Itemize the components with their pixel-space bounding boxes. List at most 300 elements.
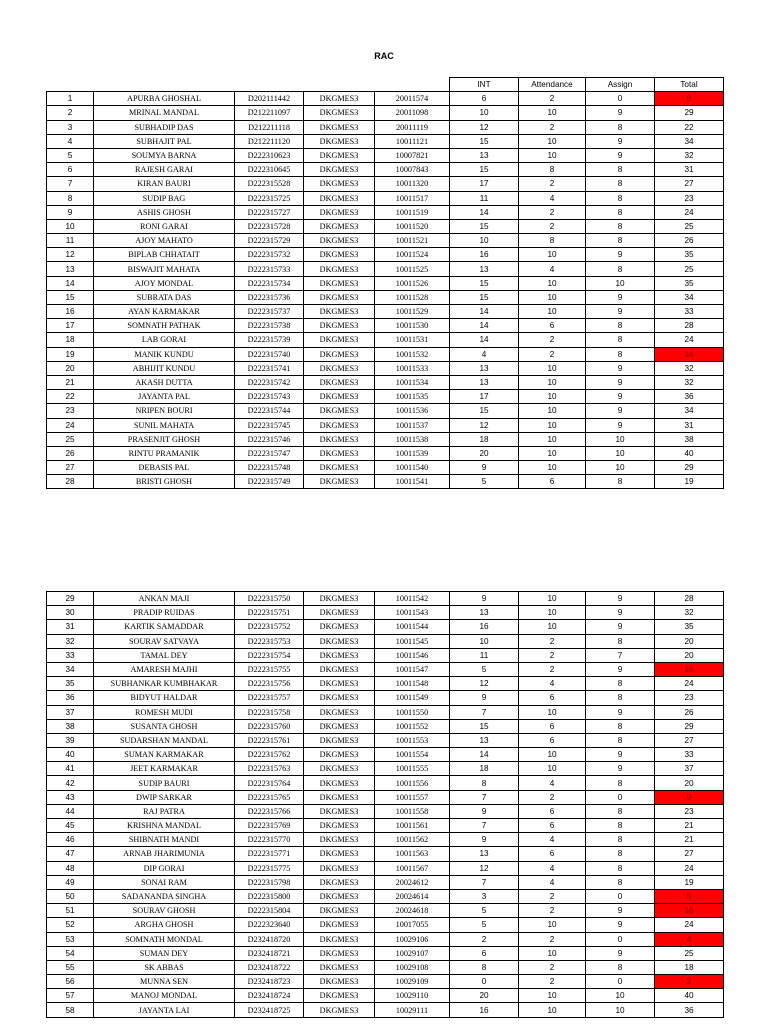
roll-no-cell: 10011519 (375, 205, 450, 219)
int-marks-cell: 15 (450, 719, 519, 733)
course-code-cell: DKGMES3 (304, 390, 375, 404)
student-name-cell: BIPLAB CHHATAIT (94, 248, 235, 262)
serial-no-cell: 7 (47, 177, 94, 191)
attendance-marks-cell: 6 (519, 319, 586, 333)
registration-no-cell: D222315757 (235, 691, 304, 705)
registration-no-cell: D222315744 (235, 404, 304, 418)
table-row (47, 333, 724, 347)
serial-no-cell: 6 (47, 163, 94, 177)
int-marks-cell: 7 (450, 790, 519, 804)
attendance-marks-cell: 4 (519, 833, 586, 847)
attendance-marks-cell: 4 (519, 262, 586, 276)
roll-no-cell: 10011517 (375, 191, 450, 205)
table-row (47, 177, 724, 191)
assign-marks-cell: 9 (586, 418, 655, 432)
course-code-cell: DKGMES3 (304, 592, 375, 606)
total-marks-cell: 18 (655, 960, 724, 974)
serial-no-cell: 23 (47, 404, 94, 418)
table-row (47, 904, 724, 918)
total-marks-cell: 34 (655, 404, 724, 418)
serial-no-cell: 47 (47, 847, 94, 861)
header-int: INT (450, 78, 519, 92)
registration-no-cell: D222315775 (235, 861, 304, 875)
serial-no-cell: 15 (47, 290, 94, 304)
student-name-cell: SUNIL MAHATA (94, 418, 235, 432)
registration-no-cell: D222315749 (235, 475, 304, 489)
course-code-cell: DKGMES3 (304, 719, 375, 733)
attendance-marks-cell: 10 (519, 432, 586, 446)
serial-no-cell: 53 (47, 932, 94, 946)
registration-no-cell: D222315742 (235, 375, 304, 389)
serial-no-cell: 16 (47, 305, 94, 319)
registration-no-cell: D222315733 (235, 262, 304, 276)
registration-no-cell: D222315738 (235, 319, 304, 333)
table-row (47, 163, 724, 177)
student-name-cell: JAYANTA LAI (94, 1003, 235, 1017)
student-name-cell: KARTIK SAMADDAR (94, 620, 235, 634)
serial-no-cell: 57 (47, 989, 94, 1003)
total-marks-cell: 21 (655, 833, 724, 847)
course-code-cell: DKGMES3 (304, 333, 375, 347)
assign-marks-cell: 9 (586, 148, 655, 162)
total-marks-cell: 29 (655, 461, 724, 475)
student-name-cell: RAJESH GARAI (94, 163, 235, 177)
assign-marks-cell: 9 (586, 290, 655, 304)
total-marks-cell: 38 (655, 432, 724, 446)
assign-marks-cell: 8 (586, 634, 655, 648)
assign-marks-cell: 9 (586, 361, 655, 375)
course-code-cell: DKGMES3 (304, 319, 375, 333)
total-marks-cell: 36 (655, 1003, 724, 1017)
int-marks-cell: 16 (450, 1003, 519, 1017)
attendance-marks-cell: 10 (519, 106, 586, 120)
assign-marks-cell: 10 (586, 989, 655, 1003)
roll-no-cell: 10011547 (375, 662, 450, 676)
total-marks-cell: 20 (655, 776, 724, 790)
assign-marks-cell: 9 (586, 375, 655, 389)
assign-marks-cell: 8 (586, 691, 655, 705)
assign-marks-cell: 8 (586, 875, 655, 889)
student-name-cell: ABHIJIT KUNDU (94, 361, 235, 375)
int-marks-cell: 11 (450, 191, 519, 205)
attendance-marks-cell: 2 (519, 347, 586, 361)
roll-no-cell: 10011534 (375, 375, 450, 389)
roll-no-cell: 10011548 (375, 677, 450, 691)
student-name-cell: AMARESH MAJHI (94, 662, 235, 676)
student-name-cell: SOURAV SATVAYA (94, 634, 235, 648)
int-marks-cell: 9 (450, 833, 519, 847)
course-code-cell: DKGMES3 (304, 375, 375, 389)
int-marks-cell: 14 (450, 305, 519, 319)
total-marks-cell: 8 (655, 92, 724, 106)
course-code-cell: DKGMES3 (304, 106, 375, 120)
assign-marks-cell: 8 (586, 861, 655, 875)
assign-marks-cell: 9 (586, 390, 655, 404)
assign-marks-cell: 9 (586, 592, 655, 606)
table-row (47, 748, 724, 762)
assign-marks-cell: 9 (586, 946, 655, 960)
attendance-marks-cell: 10 (519, 705, 586, 719)
attendance-marks-cell: 4 (519, 191, 586, 205)
int-marks-cell: 20 (450, 446, 519, 460)
table-row (47, 634, 724, 648)
student-name-cell: AYAN KARMAKAR (94, 305, 235, 319)
attendance-marks-cell: 6 (519, 475, 586, 489)
roll-no-cell: 10011531 (375, 333, 450, 347)
serial-no-cell: 49 (47, 875, 94, 889)
int-marks-cell: 15 (450, 290, 519, 304)
total-marks-cell: 4 (655, 932, 724, 946)
registration-no-cell: D222315766 (235, 804, 304, 818)
registration-no-cell: D222315751 (235, 606, 304, 620)
roll-no-cell: 10011530 (375, 319, 450, 333)
roll-no-cell: 10011561 (375, 819, 450, 833)
int-marks-cell: 3 (450, 889, 519, 903)
serial-no-cell: 44 (47, 804, 94, 818)
registration-no-cell: D222315725 (235, 191, 304, 205)
assign-marks-cell: 8 (586, 219, 655, 233)
table-row (47, 989, 724, 1003)
int-marks-cell: 10 (450, 106, 519, 120)
attendance-marks-cell: 10 (519, 305, 586, 319)
serial-no-cell: 42 (47, 776, 94, 790)
serial-no-cell: 39 (47, 733, 94, 747)
attendance-marks-cell: 10 (519, 134, 586, 148)
assign-marks-cell: 9 (586, 762, 655, 776)
table-row (47, 375, 724, 389)
table-row (47, 847, 724, 861)
int-marks-cell: 12 (450, 418, 519, 432)
table-row (47, 347, 724, 361)
table-row (47, 719, 724, 733)
assign-marks-cell: 9 (586, 904, 655, 918)
student-name-cell: MANOJ MONDAL (94, 989, 235, 1003)
attendance-marks-cell: 8 (519, 234, 586, 248)
int-marks-cell: 13 (450, 361, 519, 375)
course-code-cell: DKGMES3 (304, 634, 375, 648)
table-row (47, 861, 724, 875)
student-name-cell: TAMAL DEY (94, 648, 235, 662)
registration-no-cell: D232418725 (235, 1003, 304, 1017)
serial-no-cell: 50 (47, 889, 94, 903)
course-code-cell: DKGMES3 (304, 776, 375, 790)
int-marks-cell: 16 (450, 248, 519, 262)
roll-no-cell: 10011555 (375, 762, 450, 776)
roll-no-cell: 10007821 (375, 148, 450, 162)
student-name-cell: KRISHNA MANDAL (94, 819, 235, 833)
registration-no-cell: D222315752 (235, 620, 304, 634)
int-marks-cell: 6 (450, 92, 519, 106)
registration-no-cell: D222315756 (235, 677, 304, 691)
course-code-cell: DKGMES3 (304, 946, 375, 960)
student-name-cell: SOMNATH PATHAK (94, 319, 235, 333)
total-marks-cell: 20 (655, 634, 724, 648)
assign-marks-cell: 9 (586, 918, 655, 932)
attendance-marks-cell: 6 (519, 819, 586, 833)
serial-no-cell: 17 (47, 319, 94, 333)
int-marks-cell: 13 (450, 262, 519, 276)
roll-no-cell: 10011556 (375, 776, 450, 790)
attendance-marks-cell: 10 (519, 592, 586, 606)
assign-marks-cell: 10 (586, 1003, 655, 1017)
int-marks-cell: 5 (450, 475, 519, 489)
attendance-marks-cell: 2 (519, 177, 586, 191)
registration-no-cell: D222315740 (235, 347, 304, 361)
student-name-cell: SOURAV GHOSH (94, 904, 235, 918)
student-name-cell: JAYANTA PAL (94, 390, 235, 404)
total-marks-cell: 25 (655, 219, 724, 233)
serial-no-cell: 3 (47, 120, 94, 134)
student-name-cell: SUSANTA GHOSH (94, 719, 235, 733)
roll-no-cell: 10011550 (375, 705, 450, 719)
int-marks-cell: 5 (450, 918, 519, 932)
attendance-marks-cell: 2 (519, 634, 586, 648)
course-code-cell: DKGMES3 (304, 889, 375, 903)
roll-no-cell: 10011537 (375, 418, 450, 432)
assign-marks-cell: 8 (586, 719, 655, 733)
attendance-marks-cell: 2 (519, 975, 586, 989)
registration-no-cell: D222315804 (235, 904, 304, 918)
serial-no-cell: 32 (47, 634, 94, 648)
student-name-cell: KIRAN BAURI (94, 177, 235, 191)
int-marks-cell: 12 (450, 120, 519, 134)
attendance-marks-cell: 10 (519, 148, 586, 162)
roll-no-cell: 10011529 (375, 305, 450, 319)
total-marks-cell: 40 (655, 446, 724, 460)
attendance-marks-cell: 2 (519, 648, 586, 662)
total-marks-cell: 35 (655, 620, 724, 634)
assign-marks-cell: 8 (586, 262, 655, 276)
serial-no-cell: 21 (47, 375, 94, 389)
student-name-cell: BIDYUT HALDAR (94, 691, 235, 705)
course-code-cell: DKGMES3 (304, 620, 375, 634)
assign-marks-cell: 8 (586, 120, 655, 134)
student-name-cell: ARNAB JHARIMUNIA (94, 847, 235, 861)
int-marks-cell: 14 (450, 205, 519, 219)
header-attendance: Attendance (519, 78, 586, 92)
student-name-cell: AJOY MONDAL (94, 276, 235, 290)
attendance-marks-cell: 10 (519, 606, 586, 620)
serial-no-cell: 14 (47, 276, 94, 290)
course-code-cell: DKGMES3 (304, 432, 375, 446)
header-total: Total (655, 78, 724, 92)
course-code-cell: DKGMES3 (304, 219, 375, 233)
registration-no-cell: D222315743 (235, 390, 304, 404)
total-marks-cell: 2 (655, 975, 724, 989)
roll-no-cell: 20024614 (375, 889, 450, 903)
roll-no-cell: 20024618 (375, 904, 450, 918)
registration-no-cell: D222315734 (235, 276, 304, 290)
serial-no-cell: 56 (47, 975, 94, 989)
serial-no-cell: 40 (47, 748, 94, 762)
registration-no-cell: D222323640 (235, 918, 304, 932)
student-name-cell: RINTU PRAMANIK (94, 446, 235, 460)
student-name-cell: SUBHAJIT PAL (94, 134, 235, 148)
table-row (47, 592, 724, 606)
attendance-marks-cell: 6 (519, 691, 586, 705)
int-marks-cell: 9 (450, 461, 519, 475)
serial-no-cell: 45 (47, 819, 94, 833)
roll-no-cell: 10029109 (375, 975, 450, 989)
assign-marks-cell: 8 (586, 177, 655, 191)
registration-no-cell: D222315736 (235, 290, 304, 304)
int-marks-cell: 10 (450, 234, 519, 248)
attendance-marks-cell: 2 (519, 333, 586, 347)
course-code-cell: DKGMES3 (304, 1003, 375, 1017)
student-name-cell: SONAI RAM (94, 875, 235, 889)
registration-no-cell: D222315746 (235, 432, 304, 446)
int-marks-cell: 8 (450, 960, 519, 974)
total-marks-cell: 32 (655, 361, 724, 375)
table-row (47, 606, 724, 620)
roll-no-cell: 10011525 (375, 262, 450, 276)
total-marks-cell: 24 (655, 918, 724, 932)
student-name-cell: AJOY MAHATO (94, 234, 235, 248)
course-code-cell: DKGMES3 (304, 163, 375, 177)
int-marks-cell: 11 (450, 648, 519, 662)
attendance-marks-cell: 10 (519, 361, 586, 375)
course-code-cell: DKGMES3 (304, 92, 375, 106)
table-row (47, 691, 724, 705)
serial-no-cell: 10 (47, 219, 94, 233)
serial-no-cell: 19 (47, 347, 94, 361)
assign-marks-cell: 8 (586, 733, 655, 747)
registration-no-cell: D222315755 (235, 662, 304, 676)
total-marks-cell: 26 (655, 705, 724, 719)
course-code-cell: DKGMES3 (304, 705, 375, 719)
roll-no-cell: 10011521 (375, 234, 450, 248)
student-name-cell: ROMESH MUDI (94, 705, 235, 719)
roll-no-cell: 10011533 (375, 361, 450, 375)
course-code-cell: DKGMES3 (304, 262, 375, 276)
student-name-cell: ASHIS GHOSH (94, 205, 235, 219)
serial-no-cell: 9 (47, 205, 94, 219)
registration-no-cell: D222315770 (235, 833, 304, 847)
roll-no-cell: 10029111 (375, 1003, 450, 1017)
assign-marks-cell: 8 (586, 833, 655, 847)
assign-marks-cell: 8 (586, 960, 655, 974)
course-code-cell: DKGMES3 (304, 276, 375, 290)
student-name-cell: APURBA GHOSHAL (94, 92, 235, 106)
roll-no-cell: 10011121 (375, 134, 450, 148)
student-name-cell: SUDIP BAURI (94, 776, 235, 790)
assign-marks-cell: 0 (586, 790, 655, 804)
int-marks-cell: 14 (450, 319, 519, 333)
total-marks-cell: 23 (655, 191, 724, 205)
assign-marks-cell: 0 (586, 975, 655, 989)
serial-no-cell: 58 (47, 1003, 94, 1017)
int-marks-cell: 7 (450, 705, 519, 719)
table-row (47, 819, 724, 833)
serial-no-cell: 46 (47, 833, 94, 847)
course-code-cell: DKGMES3 (304, 290, 375, 304)
table-row (47, 290, 724, 304)
serial-no-cell: 51 (47, 904, 94, 918)
table-row (47, 234, 724, 248)
total-marks-cell: 9 (655, 790, 724, 804)
course-code-cell: DKGMES3 (304, 989, 375, 1003)
int-marks-cell: 13 (450, 606, 519, 620)
course-code-cell: DKGMES3 (304, 918, 375, 932)
serial-no-cell: 18 (47, 333, 94, 347)
registration-no-cell: D232418724 (235, 989, 304, 1003)
student-name-cell: DIP GORAI (94, 861, 235, 875)
registration-no-cell: D222315765 (235, 790, 304, 804)
roll-no-cell: 10011557 (375, 790, 450, 804)
registration-no-cell: D222315727 (235, 205, 304, 219)
table-row (47, 889, 724, 903)
roll-no-cell: 10011539 (375, 446, 450, 460)
serial-no-cell: 2 (47, 106, 94, 120)
int-marks-cell: 7 (450, 819, 519, 833)
int-marks-cell: 17 (450, 390, 519, 404)
total-marks-cell: 24 (655, 861, 724, 875)
course-code-cell: DKGMES3 (304, 148, 375, 162)
course-code-cell: DKGMES3 (304, 347, 375, 361)
table-row (47, 946, 724, 960)
serial-no-cell: 54 (47, 946, 94, 960)
assign-marks-cell: 0 (586, 92, 655, 106)
assign-marks-cell: 8 (586, 677, 655, 691)
int-marks-cell: 5 (450, 904, 519, 918)
student-name-cell: AKASH DUTTA (94, 375, 235, 389)
course-code-cell: DKGMES3 (304, 648, 375, 662)
assign-marks-cell: 8 (586, 776, 655, 790)
roll-no-cell: 10011538 (375, 432, 450, 446)
assign-marks-cell: 8 (586, 234, 655, 248)
assign-marks-cell: 8 (586, 205, 655, 219)
int-marks-cell: 9 (450, 592, 519, 606)
table-row (47, 262, 724, 276)
total-marks-cell: 23 (655, 691, 724, 705)
total-marks-cell: 33 (655, 305, 724, 319)
attendance-marks-cell: 10 (519, 248, 586, 262)
total-marks-cell: 19 (655, 475, 724, 489)
registration-no-cell: D222315745 (235, 418, 304, 432)
registration-no-cell: D232418720 (235, 932, 304, 946)
student-name-cell: SOMNATH MONDAL (94, 932, 235, 946)
roll-no-cell: 10011543 (375, 606, 450, 620)
total-marks-cell: 29 (655, 719, 724, 733)
total-marks-cell: 32 (655, 375, 724, 389)
assign-marks-cell: 9 (586, 662, 655, 676)
int-marks-cell: 13 (450, 375, 519, 389)
student-name-cell: NRIPEN BOURI (94, 404, 235, 418)
assign-marks-cell: 9 (586, 606, 655, 620)
table-row (47, 932, 724, 946)
table-row (47, 148, 724, 162)
attendance-marks-cell: 10 (519, 946, 586, 960)
attendance-marks-cell: 2 (519, 120, 586, 134)
attendance-marks-cell: 10 (519, 375, 586, 389)
int-marks-cell: 2 (450, 932, 519, 946)
assign-marks-cell: 8 (586, 475, 655, 489)
roll-no-cell: 10011558 (375, 804, 450, 818)
course-code-cell: DKGMES3 (304, 833, 375, 847)
assign-marks-cell: 0 (586, 932, 655, 946)
attendance-marks-cell: 10 (519, 418, 586, 432)
student-name-cell: SOUMYA BARNA (94, 148, 235, 162)
course-code-cell: DKGMES3 (304, 960, 375, 974)
assign-marks-cell: 10 (586, 446, 655, 460)
total-marks-cell: 27 (655, 847, 724, 861)
int-marks-cell: 20 (450, 989, 519, 1003)
int-marks-cell: 8 (450, 776, 519, 790)
table-row (47, 92, 724, 106)
int-marks-cell: 5 (450, 662, 519, 676)
serial-no-cell: 22 (47, 390, 94, 404)
roll-no-cell: 20024612 (375, 875, 450, 889)
